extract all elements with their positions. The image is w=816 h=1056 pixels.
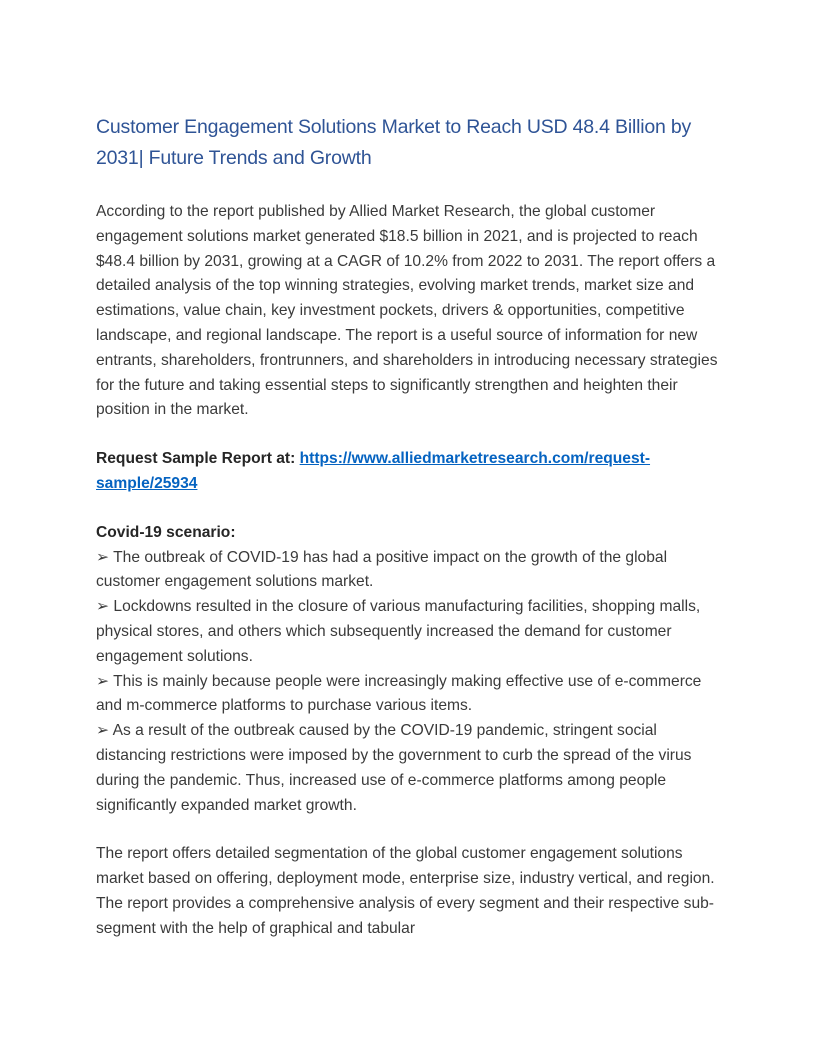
request-sample-line [96, 447, 724, 497]
bullet-arrow-icon: ➢ [96, 548, 110, 566]
bullet-arrow-icon: ➢ [96, 598, 110, 616]
covid-bullet-text: Lockdowns resulted in the closure of various manufacturing facilities, shopping malls, physical stores, and others which subsequently increased the demand for customer engagement solutions. [96, 598, 701, 665]
covid-bullet-text: As a result of the outbreak caused by the COVID-19 pandemic, stringent social distancing restrictions were imposed by the government to curb the spread of the virus during the pandemic. Thus, increased use of e-commerce platforms among people significantly expanded market growth. [96, 722, 692, 814]
covid-heading: Covid-19 scenario: [96, 523, 236, 541]
covid-bullet [96, 670, 724, 720]
article-title: Customer Engagement Solutions Market to Reach USD 48.4 Billion by 2031| Future Trends and Growth [96, 116, 692, 169]
covid-bullet [96, 595, 724, 669]
bullet-arrow-icon: ➢ [96, 722, 110, 740]
segmentation-paragraph: The report offers detailed segmentation of the global customer engagement solutions market based on offering, deployment mode, enterprise size, industry vertical, and region. The report provides a comprehensive analysis of every segment and their respective sub-segment with the help of graphical and tabular [96, 845, 715, 937]
covid-bullet [96, 546, 724, 596]
bullet-arrow-icon: ➢ [96, 672, 110, 690]
covid-section [96, 521, 724, 819]
covid-bullet [96, 719, 724, 818]
covid-bullet-text: This is mainly because people were increasingly making effective use of e-commerce and m-commerce platforms to purchase various items. [96, 672, 702, 715]
document-page [96, 112, 724, 942]
covid-bullet-text: The outbreak of COVID-19 has had a positive impact on the growth of the global customer engagement solutions market. [96, 548, 668, 591]
request-sample-label: Request Sample Report at: [96, 450, 300, 468]
request-sample-link[interactable]: https://www.alliedmarketresearch.com/request-sample/25934 [96, 450, 651, 492]
intro-paragraph: According to the report published by Allied Market Research, the global customer engagement solutions market generated $18.5 billion in 2021, and is projected to reach $48.4 billion by 2031, growing at a CAGR of 10.2% from 2022 to 2031. The report offers a detailed analysis of the top winning strategies, evolving market trends, market size and estimations, value chain, key investment pockets, drivers & opportunities, competitive landscape, and regional landscape. The report is a useful source of information for new entrants, shareholders, frontrunners, and shareholders in introducing necessary strategies for the future and taking essential steps to significantly strengthen and heighten their position in the market. [96, 203, 718, 419]
